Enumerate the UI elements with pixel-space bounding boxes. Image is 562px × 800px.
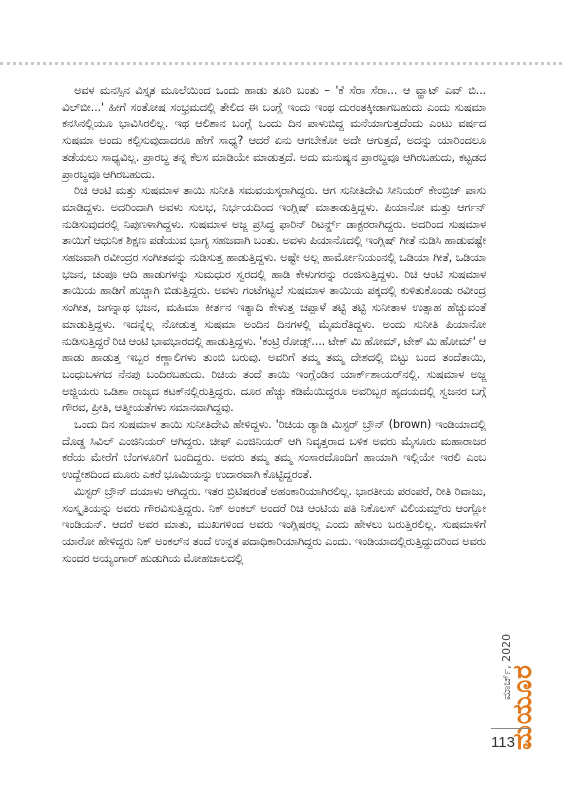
paragraph-3: ಒಂದು ದಿನ ಸುಷಮಾಳ ತಾಯಿ ಸುನೀತಿದೇವಿ ಹೇಳಿದ್ದಳು. 'ರಿಚಿಯ ಡ್ಯಾಡಿ ಮಿಸ್ಟರ್ ಬ್ರೌನ್ (brown) ಇಂಡಿಯಾದಲ್ಲಿ ದೊಡ್ಡ ಸಿವಿಲ್ ಎಂಜಿನಿಯರ್ ಆಗಿದ್ದರು. ಚೀಫ್ ಎಂಜಿನಿಯರ್ ಆಗಿ ನಿವೃತ್ತರಾದ ಬಳಿಕ ಅವರು ಮೈಸೂರು ಮಹಾರಾಜರ ಕರೆಯ ಮೇರೆಗೆ ಬೆಂಗಳೂರಿಗೆ ಬಂದಿದ್ದರು. ಅವರು ತಮ್ಮ ತಮ್ಮ ಸಂಸಾರದೊಂದಿಗೆ ಹಾಯಾಗಿ ಇಲ್ಲಿಯೇ ಇರಲಿ ಎಂಬ ಉದ್ದೇಶದಿಂದ ಮೂರು ಎಕರೆ ಭೂಮಿಯನ್ನು ಉದಾರವಾಗಿ ಕೊಟ್ಟಿದ್ದರಂತೆ. <box>62 418 486 482</box>
page-number: 113 <box>491 734 515 751</box>
paragraph-4: ಮಿಸ್ಟರ್ ಬ್ರೌನ್ ದಯಾಳು ಆಗಿದ್ದರು. ಇತರ ಬ್ರಿಟಿಷರಂತೆ ಅಹಂಕಾರಿಯಾಗಿರಲಿಲ್ಲ. ಭಾರತೀಯ ಪರಂಪರೆ, ರೀತಿ ರಿವಾಜು, ಸಂಸ್ಕೃತಿಯನ್ನು ಅವರು ಗೌರವಿಸುತ್ತಿದ್ದರು. ನಿಕ್ ಅಂಕಲ್ ಅಂದರೆ ರಿಚಿ ಆಂಟಿಯ ಪತಿ ನಿಕೊಲಸ್ ವಿಲಿಯಮ್ಸ್‌ರು ಆಂಗ್ಲೋ ಇಂಡಿಯನ್. ಆದರೆ ಅವರ ಮಾತು, ಮುಖಗಳಿಂದ ಅವರು ಇಂಗ್ಲಿಷರಲ್ಲ ಎಂದು ಹೇಳಲು ಬರುತ್ತಿರಲಿಲ್ಲ. ಸುಷಮಾಳಿಗೆ ಯಾರೋ ಹೇಳಿದ್ದರು ನಿಕ್ ಅಂಕಲ್‌ನ ತಂದೆ ಉನ್ನತ ಪದಾಧಿಕಾರಿಯಾಗಿದ್ದರು ಎಂದು. ಇಂಡಿಯಾದಲ್ಲಿರುತ್ತಿದ್ದುದರಿಂದ ಅವರು ಸುಂದರ ಅಯ್ಯಂಗಾರ್ ಹುಡುಗಿಯ ಮೋಹಜಾಲದಲ್ಲಿ <box>62 484 486 565</box>
issue-date: ಮಾರ್ಚ್, 2020 <box>500 633 513 700</box>
article-body <box>62 83 486 567</box>
paragraph-1: ಅವಳ ಮನಸ್ಸಿನ ವಿಸ್ತೃತ ಮೂಲೆಯಿಂದ ಒಂದು ಹಾಡು ತೂರಿ ಬಂತು – 'ಕೆ ಸೆರಾ ಸೆರಾ... ಆ ವ್ಹಾಟ್ ಎವ್ ಬಿ... ವಿಲ್‌ಬೀ...' ಹೀಗೆ ಸಂತೋಷ ಸಂಭ್ರಮದಲ್ಲಿ ತೇಲಿದ ಈ ಬಂಗ್ಲೆ ಇಂದು ಇಂಥ ದುರಂತಕ್ಕೀಡಾಗಬಹುದು ಎಂದು ಸುಷಮಾ ಕನಸಿನಲ್ಲಿಯೂ ಭಾವಿಸಿರಲಿಲ್ಲ. ಇಥ ಆಲಿಶಾನ ಬಂಗ್ಲೆ ಒಂದು ದಿನ ಪಾಳುಬಿದ್ದ ಮನೆಯಾಗುತ್ತದೆಂದು ಎಂಟು ವರ್ಷದ ಸುಷಮಾ ಅಂದು ಕಲ್ಪಿಸುವುದಾದರೂ ಹೇಗೆ ಸಾಧ್ಯ? ಆದರೆ ಏನು ಆಗಬೇಕೋ ಅದೇ ಆಗುತ್ತದೆ, ಅದನ್ನು ಯಾರಿಂದಲೂ ತಡೆಯಲು ಸಾಧ್ಯವಿಲ್ಲ. ಪ್ರಾರಬ್ಧ ತನ್ನ ಕೆಲಸ ಮಾಡಿಯೇ ಮಾಡುತ್ತದೆ. ಅದು ಮನುಷ್ಯನ ಪ್ರಾರಬ್ಧವೂ ಆಗಿರಬಹುದು, ಕಟ್ಟಡದ ಪ್ರಾರಬ್ಧವೂ ಆಗಿರಬಹುದು. <box>62 84 486 181</box>
page-number-rule <box>491 728 531 729</box>
top-dotted-rule <box>0 62 562 65</box>
paragraph-2: ರಿಚಿ ಆಂಟಿ ಮತ್ತು ಸುಷಮಾಳ ತಾಯಿ ಸುನೀತಿ ಸಮವಯಸ್ಕರಾಗಿದ್ದರು. ಆಗ ಸುನೀತಿದೇವಿ ಸೀನಿಯರ್ ಕೇಂಬ್ರಿಜ್ ಪಾಸು ಮಾಡಿದ್ದಳು. ಅದರಿಂದಾಗಿ ಅವಳು ಸುಲಭ, ನಿರ್ಭಯದಿಂದ ಇಂಗ್ಲಿಷ್ ಮಾತಾಡುತ್ತಿದ್ದಳು. ಪಿಯಾನೋ ಮತ್ತು ಆರ್ಗನ್ ನುಡಿಸುವುದರಲ್ಲಿ ನಿಪುಣಳಾಗಿದ್ದಳು. ಸುಷಮಾಳ ಅಜ್ಜ ಪ್ರಸಿದ್ಧ ಫಾರಿನ್ ರಿಟರ್ನ್ಡ್ ಡಾಕ್ಟರರಾಗಿದ್ದರು. ಅದರಿಂದ ಸುಷಮಾಳ ತಾಯಿಗೆ ಆಧುನಿಕ ಶಿಕ್ಷಣ ಪಡೆಯುವ ಭಾಗ್ಯ ಸಹಜವಾಗಿ ಬಂತು. ಅವಳು ಪಿಯಾನೊದಲ್ಲಿ ಇಂಗ್ಲಿಷ್ ಗೀತೆ ನುಡಿಸಿ ಹಾಡುವಷ್ಟೇ ಸಹಜವಾಗಿ ರವೀಂದ್ರರ ಸಂಗೀತವನ್ನು ನುಡಿಸುತ್ತ ಹಾಡುತ್ತಿದ್ದಳು. ಅಷ್ಟೇ ಅಲ್ಲ ಹಾರ್ಮೋನಿಯಂನಲ್ಲಿ ಒಡಿಯಾ ಗೀತೆ, ಒಡಿಯಾ ಭಜನ, ಚಂಪೂ ಆದಿ ಹಾಡುಗಳನ್ನು ಸುಮಧುರ ಸ್ವರದಲ್ಲಿ ಹಾಡಿ ಕೇಳುಗರನ್ನು ರಂಜಿಸುತ್ತಿದ್ದಳು. ರಿಚಿ ಆಂಟಿ ಸುಷಮಾಳ ತಾಯಿಯ ಹಾಡಿಗೆ ಹುಚ್ಚಾಗಿ ಬಿಡುತ್ತಿದ್ದರು. ಅವಳು ಗಂಟೆಗಟ್ಟಲೆ ಸುಷಮಾಳ ತಾಯಿಯ ಪಕ್ಕದಲ್ಲಿ ಕುಳಿತುಕೊಂಡು ರವೀಂದ್ರ ಸಂಗೀತ, ಜಗನ್ನಾಥ ಭಜನ, ಮಹಿಮಾ ಕೀರ್ತನ ಇತ್ಯಾದಿ ಕೇಳುತ್ತ ಚಪ್ಪಾಳೆ ತಟ್ಟಿ ತಟ್ಟಿ ಸುನೀತಾಳ ಉತ್ಸಾಹ ಹೆಚ್ಚುವಂತೆ ಮಾಡುತ್ತಿದ್ದಳು. ಇದನ್ನೆಲ್ಲ ನೋಡುತ್ತ ಸುಷಮಾ ಅಂದಿನ ದಿನಗಳಲ್ಲಿ ಮೈಮರೆತಿದ್ದಳು. ಅಂದು ಸುನೀತಿ ಪಿಯಾನೋ ನುಡಿಸುತ್ತಿದ್ದರೆ ರಿಚಿ ಆಂಟಿ ಭಾವಭಾರದಲ್ಲಿ ಹಾಡುತ್ತಿದ್ದಳು. 'ಕಂಟ್ರಿ ರೋಡ್ಸ್.... ಟೇಕ್ ಮಿ ಹೋಮ್, ಟೇಕ್ ಮಿ ಹೋಮ್' ಆ ಹಾಡು ಹಾಡುತ್ತ ಇಬ್ಬರ ಕಣ್ಣಾಲಿಗಳು ತುಂಬಿ ಬರುವು. ಅವರಿಗೆ ತಮ್ಮ ತಮ್ಮ ದೇಶದಲ್ಲಿ ಬಿಟ್ಟು ಬಂದ ತಂದೆತಾಯಿ, ಬಂಧುಬಳಗದ ನೆನಪು ಬಂದಿರಬಹುದು. ರಿಚಿಯ ತಂದೆ ತಾಯಿ ಇಂಗ್ಲೆಂಡಿನ ಯಾರ್ಕ್‌ಶಾಯರ್‌ನಲ್ಲಿ. ಸುಷಮಾಳ ಅಜ್ಜ ಅಜ್ಜಿಯರು ಒಡಿಶಾ ರಾಜ್ಯದ ಕಟಕ್‌ನಲ್ಲಿರುತ್ತಿದ್ದರು. ದೂರ ಹೆಚ್ಚು ಕಡಿಮೆಯಿದ್ದರೂ ಅವರಿಬ್ಬರ ಹೃದಯದಲ್ಲಿ ಸ್ವಜನರ ಬಗ್ಗೆ ಗೌರವ, ಪ್ರೀತಿ, ಆತ್ಮೀಯತೆಗಳು ಸಮಾನವಾಗಿದ್ದವು. <box>62 184 486 415</box>
magazine-name: ಮಯೂರ <box>508 664 538 750</box>
